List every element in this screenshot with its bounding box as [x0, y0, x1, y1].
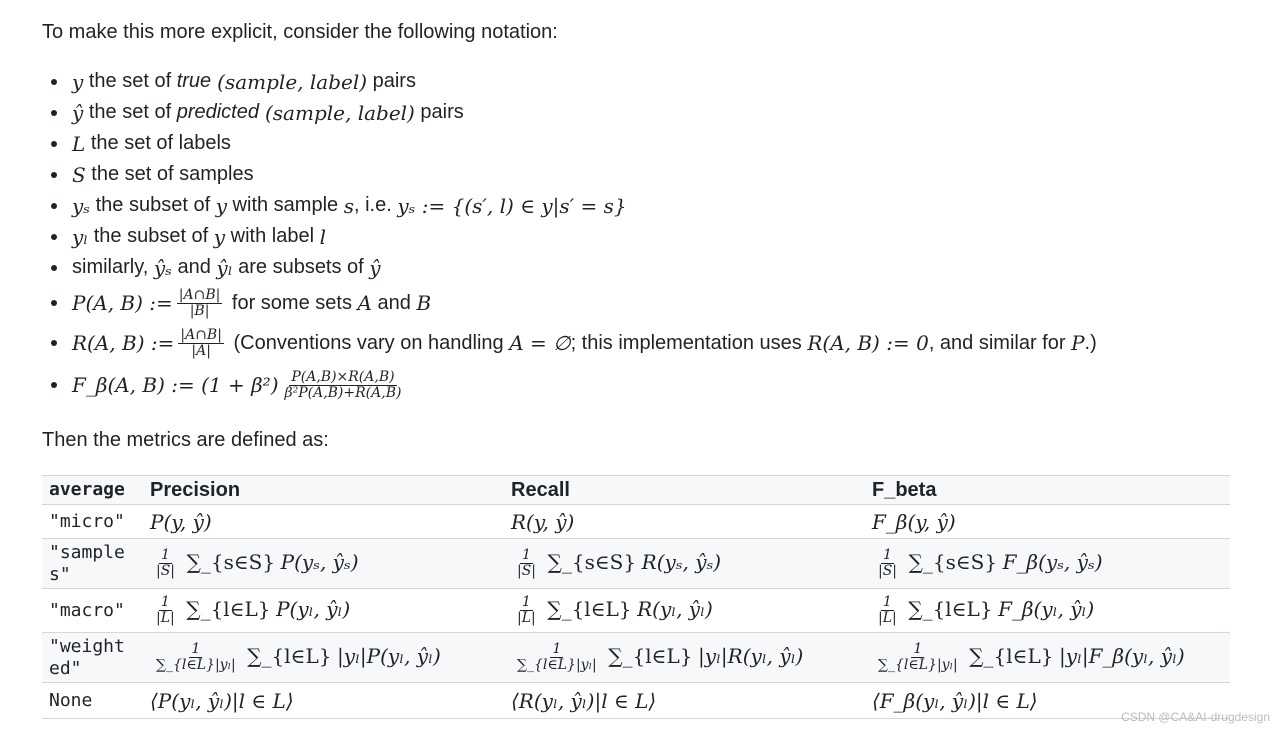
- table-row: [42, 539, 1230, 589]
- metrics-table: [42, 475, 1230, 719]
- table-row: [42, 589, 1230, 633]
- header-recall: Recall: [504, 476, 865, 505]
- header-average: average: [42, 476, 143, 505]
- intro-text: To make this more explicit, consider the following notation:: [42, 21, 558, 43]
- table-row: [42, 683, 1230, 719]
- average-cell: "micro": [49, 510, 125, 532]
- header-fbeta: F_beta: [865, 476, 1230, 505]
- precision-cell: $\frac{1}{|L|}$ ∑_{l∈L} P(yₗ, ŷₗ): [156, 594, 351, 626]
- precision-cell: ⟨P(yₗ, ŷₗ)|l ∈ L⟩: [150, 688, 294, 713]
- notation-item-recall-def: R(A, B) := $\frac{|A\cap B|}{|A|}$ (Conventions vary on handling A = ∅ ; this implementation uses R(A, B) := 0 , and similar for P .): [42, 323, 1097, 363]
- fbeta-cell: ⟨F_β(yₗ, ŷₗ)|l ∈ L⟩: [872, 688, 1038, 713]
- notation-item-yl: yₗ the subset of y with label l: [42, 221, 1097, 252]
- notation-item-similarly: similarly, ŷₛ and ŷₗ are subsets of ŷ: [42, 252, 1097, 283]
- watermark: CSDN @CA&AI-drugdesign: [1121, 710, 1270, 724]
- precision-fraction: $\frac{|A\cap B|}{|B|}$: [178, 286, 221, 319]
- notation-item-yhat: ŷ the set of predicted (sample, label) pairs: [42, 97, 1097, 128]
- precision-cell: $\frac{1}{\text{∑\_\{l∈L\}|yₗ|}}$ ∑_{l∈L} |yₗ|P(yₗ, ŷₗ): [156, 641, 441, 673]
- fbeta-cell: $\frac{1}{\text{∑\_\{l∈L\}|yₗ|}}$ ∑_{l∈L} |yₗ|F_β(yₗ, ŷₗ): [878, 641, 1185, 673]
- notation-item-samples: S the set of samples: [42, 159, 1097, 190]
- fbeta-cell: $\frac{1}{|L|}$ ∑_{l∈L} F_β(yₗ, ŷₗ): [878, 594, 1095, 626]
- header-precision: Precision: [143, 476, 504, 505]
- notation-list: [42, 66, 1097, 407]
- notation-item-y: y the set of true (sample, label) pairs: [42, 66, 1097, 97]
- average-cell: "weighted": [49, 635, 125, 679]
- notation-item-labels: L the set of labels: [42, 128, 1097, 159]
- fbeta-cell: $\frac{1}{|S|}$ ∑_{s∈S} F_β(yₛ, ŷₛ): [878, 547, 1103, 579]
- fbeta-fraction: $\frac{P(A,B)\times R(A,B)}{\text{β²P(A,B)+R(A,B)}}$: [284, 368, 402, 401]
- recall-cell: $\frac{1}{|L|}$ ∑_{l∈L} R(yₗ, ŷₗ): [517, 594, 713, 626]
- fbeta-cell: F_β(y, ŷ): [872, 509, 956, 534]
- metrics-intro-text: Then the metrics are defined as:: [42, 429, 329, 451]
- table-row: [42, 505, 1230, 539]
- table-row: [42, 633, 1230, 683]
- recall-cell: $\frac{1}{|S|}$ ∑_{s∈S} R(yₛ, ŷₛ): [517, 547, 722, 579]
- precision-cell: $\frac{1}{|S|}$ ∑_{s∈S} P(yₛ, ŷₛ): [156, 547, 359, 579]
- recall-cell: $\frac{1}{\text{∑\_\{l∈L\}|yₗ|}}$ ∑_{l∈L} |yₗ|R(yₗ, ŷₗ): [517, 641, 804, 673]
- average-cell: "macro": [49, 599, 125, 621]
- average-cell: "samples": [49, 541, 125, 585]
- recall-cell: R(y, ŷ): [511, 509, 575, 534]
- table-header-row: [42, 476, 1230, 505]
- average-cell: None: [49, 689, 93, 711]
- precision-cell: P(y, ŷ): [150, 509, 212, 534]
- notation-item-precision-def: P(A, B) := $\frac{|A\cap B|}{|B|}$ for some sets A and B: [42, 283, 1097, 323]
- recall-cell: ⟨R(yₗ, ŷₗ)|l ∈ L⟩: [511, 688, 657, 713]
- notation-item-ys: yₛ the subset of y with sample s , i.e. yₛ := {(s′, l) ∈ y|s′ = s}: [42, 190, 1097, 221]
- recall-fraction: $\frac{|A\cap B|}{|A|}$: [180, 326, 222, 359]
- notation-item-fbeta-def: F_β(A, B) := (1 + β²) $\frac{P(A,B)\times R(A,B)}{\text{β²P(A,B)+R(A,B)}}$: [42, 363, 1097, 407]
